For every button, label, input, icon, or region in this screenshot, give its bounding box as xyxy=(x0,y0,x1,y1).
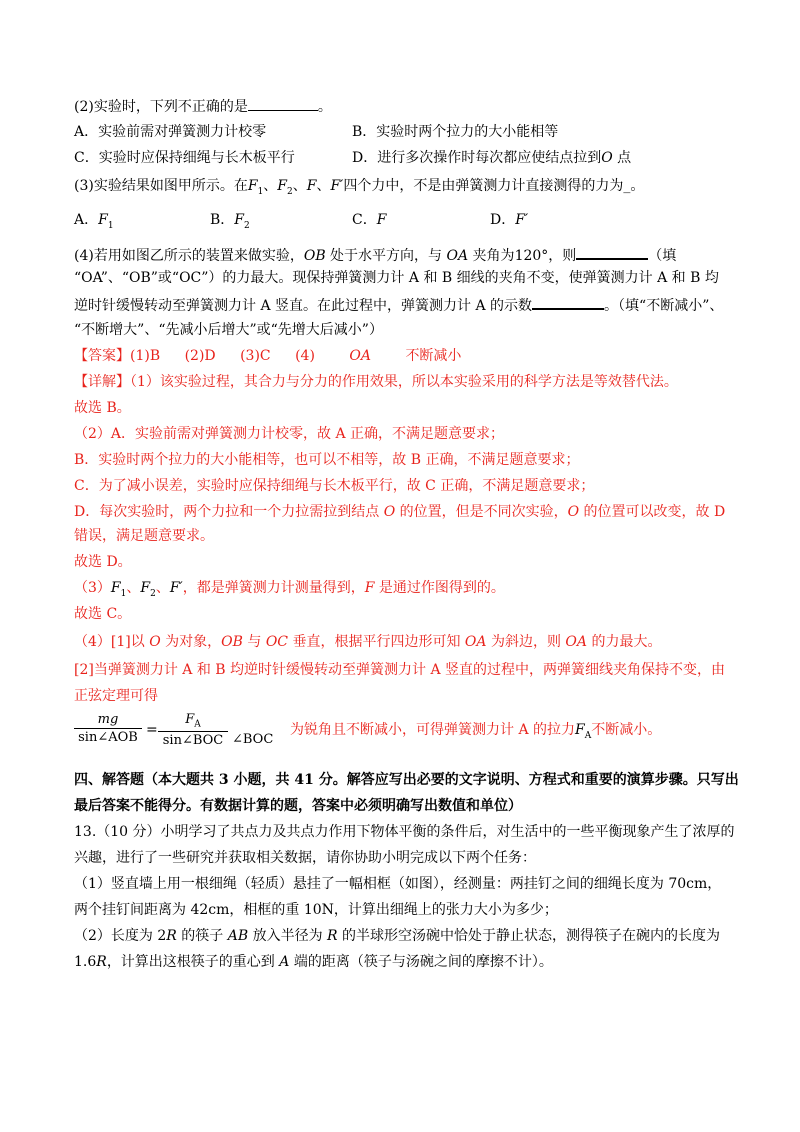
fraction-denominator: sin∠AOB xyxy=(78,730,138,745)
q13-text: 的半球形空汤碗中恰处于静止状态，测得筷子在碗内的长度为 xyxy=(337,928,721,944)
line-oc: OC xyxy=(265,634,289,650)
force-f: F xyxy=(376,212,387,228)
detail-p5 xyxy=(74,502,725,522)
q13-text: 1.6 xyxy=(74,954,97,970)
angle-boc: ∠BOC xyxy=(232,732,274,747)
fraction-numerator: mg xyxy=(97,712,119,727)
q2-option-d xyxy=(352,148,631,168)
detail-p10: 正弦定理可得 xyxy=(74,688,158,704)
var-r: R xyxy=(327,928,338,944)
force-f2: F xyxy=(277,178,288,194)
separator: 、 xyxy=(155,580,170,596)
force-fa: F xyxy=(575,722,585,738)
force-f: F xyxy=(306,178,317,194)
section4-heading-2: 最后答案不能得分。有数据计算的题，答案中必须明确写出数值和单位） xyxy=(74,798,522,814)
fraction-bar xyxy=(158,731,228,732)
point-o: O xyxy=(601,150,613,166)
detail-label: 【详解】 xyxy=(74,374,130,390)
answer-blank xyxy=(576,244,648,260)
detail-text: 不断减小。 xyxy=(591,722,662,738)
answer-blank xyxy=(248,96,318,111)
detail-p4: C．为了减小误差，实验时应保持细绳与长木板平行，故 C 正确，不满足题意要求； xyxy=(74,478,595,494)
detail-p6b: 故选 D。 xyxy=(74,554,132,570)
detail-text: D．每次实验时，两个力拉和一个力拉需拉到结点 xyxy=(74,504,384,520)
detail-text: 与 xyxy=(242,634,266,650)
q4-line-1 xyxy=(74,244,676,266)
q4-line-4: “不断增大”、“先减小后增大”或“先增大后减小”） xyxy=(74,322,383,338)
q2-option-d-text: D．进行多次操作时每次都应使结点拉到 xyxy=(352,150,602,166)
detail-text: （3） xyxy=(74,580,111,596)
point-o: O xyxy=(149,634,161,650)
q3-option-a xyxy=(74,210,114,236)
answer-blank xyxy=(532,294,604,310)
detail-text: （1）该实验过程，其合力与分力的作用效果，所以本实验采用的科学方法是等效替代法。 xyxy=(130,374,678,390)
detail-p6: 错误，满足题意要求。 xyxy=(74,528,214,544)
q4-text: 处于水平方向，与 xyxy=(325,248,447,264)
detail-p7 xyxy=(74,578,505,604)
q3-stem xyxy=(74,176,644,202)
force-f1-sub: 1 xyxy=(120,588,127,599)
force-f2-sub: 2 xyxy=(287,186,293,197)
q4-text: 夹角为 xyxy=(468,248,515,264)
detail-text: 为锐角且不断减小，可得弹簧测力计 A 的拉力 xyxy=(290,722,576,738)
q2-stem xyxy=(74,96,332,117)
q4-text: (4)若用如图乙所示的装置来做实验， xyxy=(74,248,304,264)
q2-option-d-end: 点 xyxy=(612,150,632,166)
detail-text: 为对象， xyxy=(160,634,222,650)
q3-option-b-label: B． xyxy=(210,212,235,228)
detail-p2: （2）A．实验前需对弹簧测力计校零，故 A 正确，不满足题意要求； xyxy=(74,426,505,442)
force-f-prime: F′ xyxy=(330,178,344,194)
force-fa: F xyxy=(185,712,195,727)
q2-option-b: B．实验时两个拉力的大小能相等 xyxy=(352,124,559,140)
force-fa-sub: A xyxy=(194,719,201,730)
detail-text: 的位置可以改变，故 D xyxy=(579,504,726,520)
fraction-bar xyxy=(74,728,142,729)
force-fa-sub: A xyxy=(584,730,592,741)
q3-option-c-label: C． xyxy=(352,212,377,228)
detail-p7d: 故选 C。 xyxy=(74,606,132,622)
answer-2: (2)D xyxy=(184,348,216,364)
force-f2: F xyxy=(140,580,151,596)
fraction-mg xyxy=(74,712,142,745)
point-o: O xyxy=(383,504,396,520)
line-oa: OA xyxy=(446,248,469,264)
q4-text: 。（填“不断减小”、 xyxy=(604,298,724,314)
detail-text: 的位置，但是不同次实验， xyxy=(395,504,568,520)
separator: 、 xyxy=(316,178,331,194)
q3-option-b xyxy=(210,210,250,236)
q13-text: 的筷子 xyxy=(176,928,228,944)
force-f-prime: F′ xyxy=(515,212,529,228)
answer-label: 【答案】 xyxy=(74,348,130,364)
force-f2-sub: 2 xyxy=(150,588,156,599)
detail-text: 的力最大。 xyxy=(587,634,662,650)
q13-line-2: 兴趣，进行了一些研究并获取相关数据，请你协助小明完成以下两个任务： xyxy=(74,850,536,866)
line-ob: OB xyxy=(221,634,243,650)
q13-line-5 xyxy=(74,926,720,946)
angle-value: 120° xyxy=(514,248,549,264)
detail-p9: [2]当弹簧测力计 A 和 B 均逆时针缓慢转动至弹簧测力计 A 竖直的过程中，两弹簧细线夹角保持不变，由 xyxy=(74,662,726,678)
q4-text: （填 xyxy=(648,248,677,264)
force-f1-sub: 1 xyxy=(107,220,114,231)
force-f1: F xyxy=(247,178,258,194)
force-f1-sub: 1 xyxy=(257,186,264,197)
separator: 、 xyxy=(126,580,141,596)
line-ob: OB xyxy=(303,248,326,264)
q2-stem-text: (2)实验时，下列不正确的是 xyxy=(74,99,248,115)
var-ab: AB xyxy=(227,928,249,944)
section4-heading-1: 四、解答题（本大题共 3 小题，共 41 分。解答应写出必要的文字说明、方程式和重要的演算步骤。只写出 xyxy=(74,772,739,788)
q3-option-c xyxy=(352,210,386,230)
separator: 、 xyxy=(292,178,307,194)
detail-text: ，都是弹簧测力计测量得到， xyxy=(182,580,365,596)
q13-text: （2）长度为 2 xyxy=(74,928,167,944)
line-oa: OA xyxy=(464,634,487,650)
q3-option-a-label: A． xyxy=(74,212,99,228)
q3-stem-text: (3)实验结果如图甲所示。在 xyxy=(74,178,248,194)
q4-line-2: “OA”、“OB”或“OC”）的力最大。现保持弹簧测力计 A 和 B 细线的夹角不变，使弹簧测力计 A 和 B 均 xyxy=(74,270,719,286)
detail-text: （4）[1]以 xyxy=(74,634,150,650)
detail-p11 xyxy=(290,720,661,746)
q13-text: ，计算出这根筷子的重心到 xyxy=(106,954,280,970)
separator: 、 xyxy=(263,178,278,194)
q2-stem-end: 。 xyxy=(317,99,332,115)
q3-option-d xyxy=(490,210,528,230)
answer-line xyxy=(74,346,461,366)
q3-stem-end: 四个力中，不是由弹簧测力计直接测得的力为_。 xyxy=(343,178,645,194)
answer-1: (1)B xyxy=(130,348,161,364)
equals-sign: = xyxy=(146,722,158,738)
q13-line-3: （1）竖直墙上用一根细绳（轻质）悬挂了一幅相框（如图），经测量：两挂钉之间的细绳长度为 70cm， xyxy=(74,876,722,892)
fraction-fa xyxy=(158,712,228,748)
q13-text: 放入半径为 xyxy=(248,928,328,944)
answer-4-1: OA xyxy=(349,348,371,364)
q13-line-6 xyxy=(74,952,553,972)
detail-p3: B．实验时两个拉力的大小能相等，也可以不相等，故 B 正确，不满足题意要求； xyxy=(74,452,580,468)
force-f2-sub: 2 xyxy=(244,220,250,231)
detail-text: 为斜边，则 xyxy=(486,634,566,650)
answer-4: (4) xyxy=(295,348,315,364)
fraction-denominator: sin∠BOC xyxy=(162,732,224,748)
detail-text: 是通过作图得到的。 xyxy=(374,580,505,596)
q4-text: 逆时针缓慢转动至弹簧测力计 A 竖直。在此过程中，弹簧测力计 A 的示数 xyxy=(74,298,533,314)
force-f: F xyxy=(364,580,375,596)
answer-3: (3)C xyxy=(240,348,271,364)
q13-line-4: 两个挂钉间距离为 42cm，相框的重 10N，计算出细绳上的张力大小为多少； xyxy=(74,902,558,918)
force-f2: F xyxy=(234,212,245,228)
detail-p1b: 故选 B。 xyxy=(74,400,131,416)
force-f1: F xyxy=(98,212,108,228)
q13-line-1: 13.（10 分）小明学习了共点力及共点力作用下物体平衡的条件后，对生活中的一些平衡现象产生了浓厚的 xyxy=(74,824,735,840)
q13-text: 端的距离（筷子与汤碗之间的摩擦不计）。 xyxy=(289,954,553,970)
q2-option-c: C．实验时应保持细绳与长木板平行 xyxy=(74,150,295,166)
line-oa: OA xyxy=(565,634,588,650)
q4-text: ，则 xyxy=(548,248,577,264)
detail-text: 垂直，根据平行四边形可知 xyxy=(288,634,465,650)
detail-p8 xyxy=(74,632,661,652)
q2-option-a: A．实验前需对弹簧测力计校零 xyxy=(74,124,267,140)
answer-4-2: 不断减小 xyxy=(405,348,462,364)
detail-p1 xyxy=(74,372,678,392)
point-o: O xyxy=(567,504,580,520)
var-r: R xyxy=(96,954,107,970)
force-f1: F xyxy=(110,580,121,596)
var-r: R xyxy=(166,928,177,944)
fraction-numerator xyxy=(158,712,228,730)
q3-option-d-label: D． xyxy=(490,212,516,228)
force-f-prime: F′ xyxy=(169,580,183,596)
q4-line-3 xyxy=(74,294,723,316)
var-a: A xyxy=(279,954,290,970)
